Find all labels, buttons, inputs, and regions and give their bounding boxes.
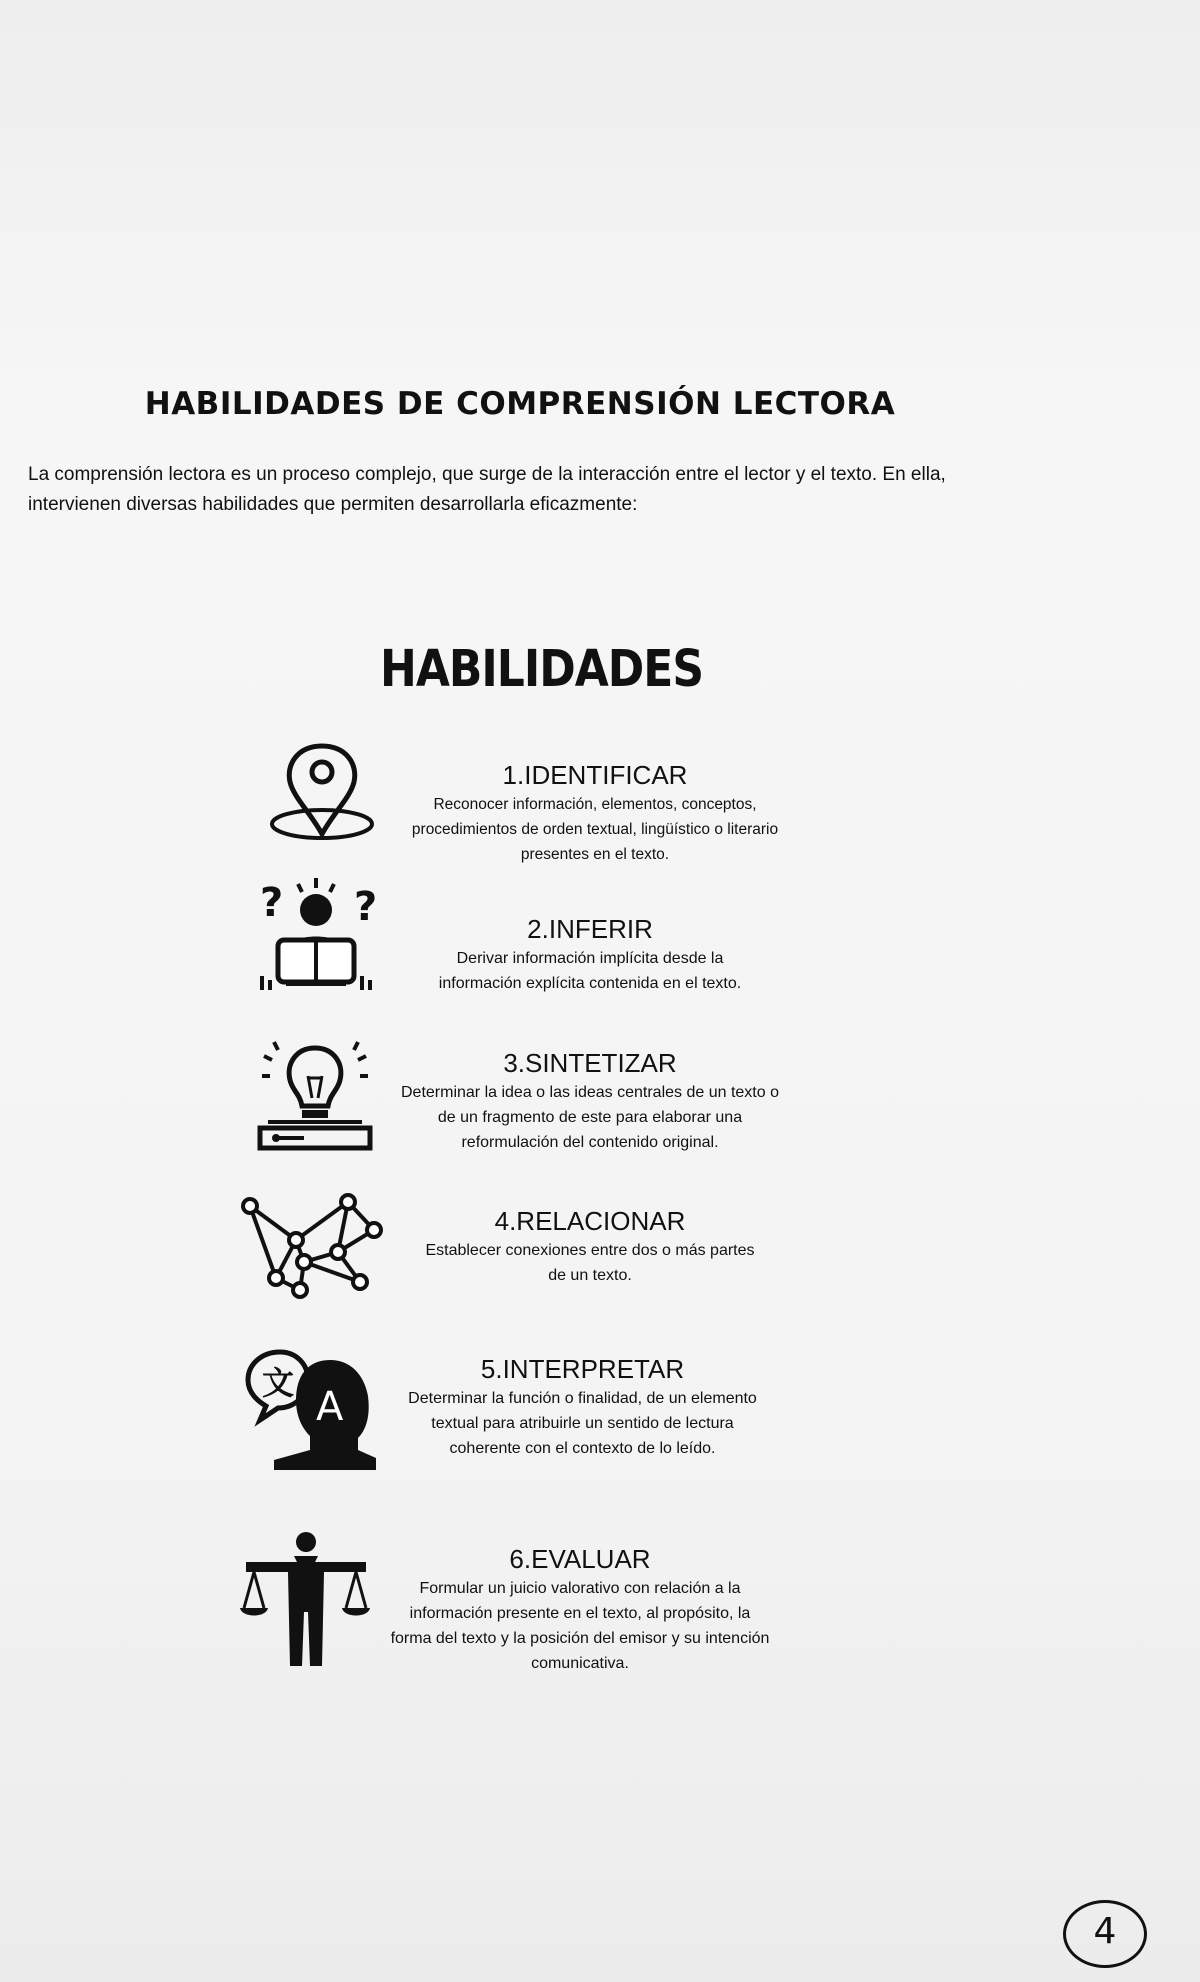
skill-name: 6.EVALUAR [509,1544,651,1574]
svg-text:文: 文 [262,1364,295,1402]
skill-evaluar [390,1544,770,1676]
translate-head-icon [244,1346,380,1472]
svg-text:?: ? [354,884,378,930]
skill-description: Determinar la idea o las ideas centrales de un texto o de un fragmento de este para elaborar una reformulación del contenido original. [401,1084,779,1151]
scales-person-icon [240,1530,370,1668]
skill-inferir [420,914,760,996]
skill-description: Derivar información implícita desde la información explícita contenida en el texto. [438,950,742,992]
svg-text:?: ? [260,880,284,926]
intro-paragraph: La comprensión lectora es un proceso complejo, que surge de la interacción entre el lector y el texto. En ella, intervienen diversas habilidades que permiten desarrollarla eficazmente: [28,464,946,515]
network-nodes-icon [238,1190,386,1300]
svg-text:A: A [316,1384,344,1430]
page-title: HABILIDADES DE COMPRENSIÓN LECTORA [144,386,896,422]
skill-relacionar [425,1206,755,1288]
skill-identificar [405,760,785,867]
lightbulb-idea-icon [254,1036,376,1154]
page-number: 4 [1063,1900,1147,1968]
location-pin-icon [266,738,378,842]
skill-name: 5.INTERPRETAR [480,1354,685,1384]
skills-heading: HABILIDADES [380,640,704,699]
skill-description: Reconocer información, elementos, conceptos, procedimientos de orden textual, lingüístico o literario presentes en el texto. [411,796,779,863]
skill-sintetizar [398,1048,782,1155]
skill-name: 3.SINTETIZAR [503,1048,677,1078]
skill-description: Formular un juicio valorativo con relación a la información presente en el texto, al propósito, la forma del texto y la posición del emisor y su intención comunicativa. [390,1580,770,1672]
skill-name: 1.IDENTIFICAR [502,760,688,790]
skill-description: Determinar la función o finalidad, de un elemento textual para atribuirle un sentido de lectura coherente con el contexto de lo leído. [408,1390,757,1457]
reader-lightbulb-icon [256,876,382,998]
skill-name: 4.RELACIONAR [494,1206,686,1236]
skill-description: Establecer conexiones entre dos o más partes de un texto. [425,1242,755,1284]
skill-name: 2.INFERIR [527,914,653,944]
skill-interpretar [405,1354,760,1461]
